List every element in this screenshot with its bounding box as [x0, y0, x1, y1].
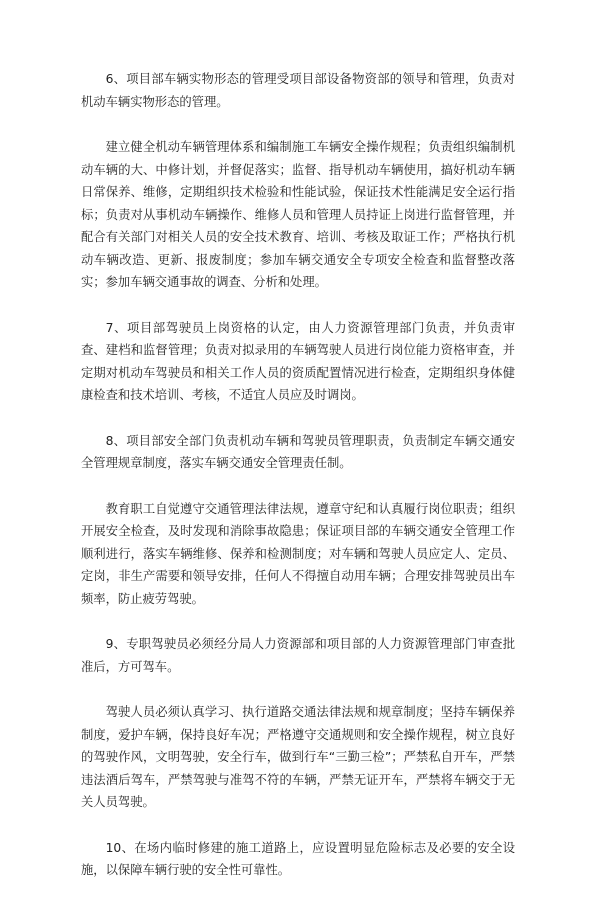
- paragraph-item-6: 6、项目部车辆实物形态的管理受项目部设备物资部的领导和管理，负责对机动车辆实物形态的管理。: [81, 72, 515, 109]
- document-body: [81, 68, 515, 905]
- paragraph-driver-requirements: 驾驶人员必须认真学习、执行道路交通法律法规和规章制度；坚持车辆保养制度，爱护车辆，保持良好车况；严格遵守交通规则和安全操作规程，树立良好的驾驶作风，文明驾驶，安全行车，做到行车“三勤三检”；严禁私自开车，严禁违法酒后驾车，严禁驾驶与准驾不符的车辆，严禁无证开车，严禁将车辆交于无关人员驾驶。: [81, 705, 515, 809]
- paragraph-item-9: 9、专职驾驶员必须经分局人力资源部和项目部的人力资源管理部门审查批准后，方可驾车。: [81, 637, 515, 674]
- paragraph-item-8: 8、项目部安全部门负责机动车辆和驾驶员管理职责，负责制定车辆交通安全管理规章制度，落实车辆交通安全管理责任制。: [81, 433, 515, 470]
- paragraph-item-7: 7、项目部驾驶员上岗资格的认定，由人力资源管理部门负责，并负责审查、建档和监督管理；负责对拟录用的车辆驾驶人员进行岗位能力资格审查，并定期对机动车驾驶员和相关工作人员的资质配置情况进行检查，定期组织身体健康检查和技术培训、考核，不适宜人员应及时调岗。: [81, 320, 515, 402]
- paragraph-vehicle-management-system: 建立健全机动车辆管理体系和编制施工车辆安全操作规程；负责组织编制机动车辆的大、中修计划，并督促落实；监督、指导机动车辆使用，搞好机动车辆日常保养、维修，定期组织技术检验和性能试验，保证技术性能满足安全运行指标；负责对从事机动车辆操作、维修人员和管理人员持证上岗进行监督管理，并配合有关部门对相关人员的安全技术教育、培训、考核及取证工作；严格执行机动车辆改造、更新、报废制度；参加车辆交通安全专项安全检查和监督整改落实；参加车辆交通事故的调查、分析和处理。: [81, 140, 515, 289]
- paragraph-employee-education: 教育职工自觉遵守交通管理法律法规，遵章守纪和认真履行岗位职责；组织开展安全检查，及时发现和消除事故隐患；保证项目部的车辆交通安全管理工作顺利进行，落实车辆维修、保养和检测制度；对车辆和驾驶人员应定人、定员、定岗，非生产需要和领导安排，任何人不得擅自动用车辆；合理安排驾驶员出车频率，防止疲劳驾驶。: [81, 501, 515, 606]
- paragraph-item-10: 10、在场内临时修建的施工道路上，应设置明显危险标志及必要的安全设施，以保障车辆行驶的安全性可靠性。: [81, 840, 515, 877]
